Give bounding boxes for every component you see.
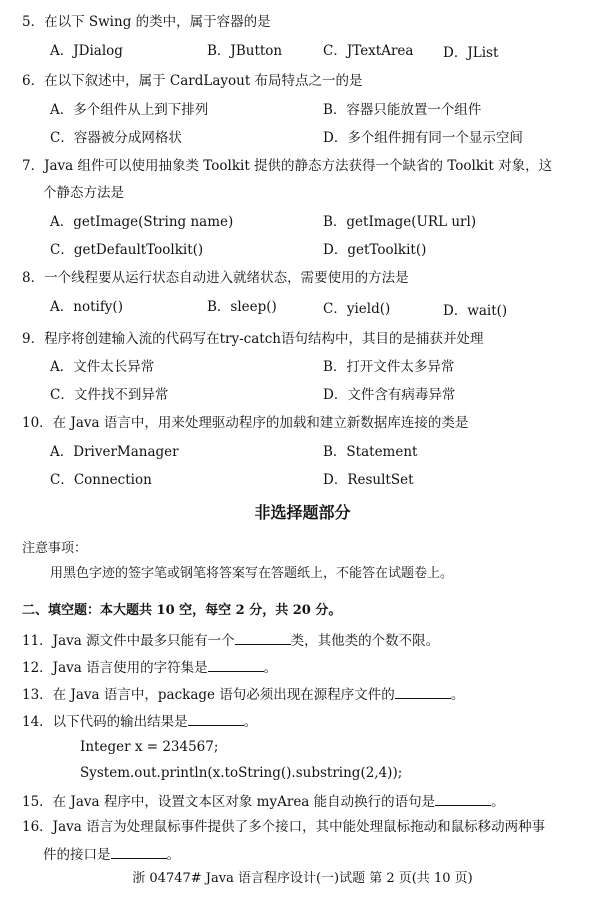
q8-option-b: B．sleep() [207,299,277,315]
q7-option-a: A．getImage(String name) [50,214,234,230]
q9-option-d: D．文件含有病毒异常 [323,387,456,403]
q5-option-a: A．JDialog [50,43,123,59]
q7-option-c: C．getDefaultToolkit() [50,242,204,258]
notice-text: 用黑色字迹的签字笔或钢笔将答案写在答题纸上，不能答在试题卷上。 [50,566,454,581]
q10-option-c: C．Connection [50,472,152,488]
q10-option-a: A．DriverManager [50,444,179,460]
q13-answer-blank [395,684,451,699]
q6-stem: 6．在以下叙述中，属于 CardLayout 布局特点之一的是 [22,73,363,89]
notice-title: 注意事项： [22,541,88,556]
q12 [22,657,277,677]
q13-after: 。 [450,687,465,703]
fill-heading: 二、填空题：本大题共 10 空，每空 2 分，共 20 分。 [22,603,342,618]
q10-stem: 10．在 Java 语言中，用来处理驱动程序的加载和建立新数据库连接的类是 [22,415,469,431]
q7-option-d: D．getToolkit() [323,242,427,258]
q5-stem: 5．在以下 Swing 的类中，属于容器的是 [22,14,271,30]
q7-option-b: B．getImage(URL url) [323,214,477,230]
q8-option-d: D．wait() [443,303,508,319]
q9-stem: 9．程序将创建输入流的代码写在try-catch语句结构中，其目的是捕获并处理 [22,331,484,347]
q15 [22,791,505,811]
q11-before: 11．Java 源文件中最多只能有一个 [22,633,235,649]
q9-option-a: A．文件太长异常 [50,359,155,375]
q7-stem-line2: 个静态方法是 [43,185,124,201]
section-title: 非选择题部分 [254,503,351,522]
q16-line2 [43,844,180,864]
q16-answer-blank [111,844,167,859]
q6-option-a: A．多个组件从上到下排列 [50,102,209,118]
page-footer: 浙 04747# Java 语言程序设计(一)试题 第 2 页(共 10 页) [132,871,473,886]
q7-stem-line1: 7．Java 组件可以使用抽象类 Toolkit 提供的静态方法获得一个缺省的 Toolkit 对象，这 [22,158,553,174]
q11-answer-blank [235,630,291,645]
q5-option-b: B．JButton [207,43,283,59]
q10-option-b: B．Statement [323,444,418,460]
q6-option-d: D．多个组件拥有同一个显示空间 [323,130,523,146]
q15-before: 15．在 Java 程序中，设置文本区对象 myArea 能自动换行的语句是 [22,794,436,810]
q8-stem: 8．一个线程要从运行状态自动进入就绪状态，需要使用的方法是 [22,270,409,286]
q8-option-c: C．yield() [323,301,391,317]
q6-option-c: C．容器被分成网格状 [50,130,182,146]
q13 [22,684,464,704]
q12-answer-blank [208,657,264,672]
q16-line1: 16．Java 语言为处理鼠标事件提供了多个接口，其中能处理鼠标拖动和鼠标移动两种事 [22,819,546,835]
q12-before: 12．Java 语言使用的字符集是 [22,660,208,676]
q14-code-line1: Integer x = 234567; [80,739,219,755]
q6-option-b: B．容器只能放置一个组件 [323,102,482,118]
q12-after: 。 [263,660,278,676]
q5-option-c: C．JTextArea [323,43,414,59]
q11 [22,630,439,650]
q14-code-line2: System.out.println(x.toString().substring(2,4)); [80,765,403,781]
q8-option-a: A．notify() [50,299,123,315]
q14 [22,711,257,731]
q14-before: 14．以下代码的输出结果是 [22,714,188,730]
q14-answer-blank [188,711,244,726]
q16-before: 件的接口是 [43,847,111,863]
q15-after: 。 [491,794,505,810]
q11-after: 类，其他类的个数不限。 [290,633,440,649]
q16-after: 。 [166,847,180,863]
q14-after: 。 [243,714,258,730]
q13-before: 13．在 Java 语言中，package 语句必须出现在源程序文件的 [22,687,395,703]
q10-option-d: D．ResultSet [323,472,414,488]
q5-option-d: D．JList [443,45,499,61]
q9-option-c: C．文件找不到异常 [50,387,169,403]
q15-answer-blank [435,791,491,806]
q9-option-b: B．打开文件太多异常 [323,359,455,375]
